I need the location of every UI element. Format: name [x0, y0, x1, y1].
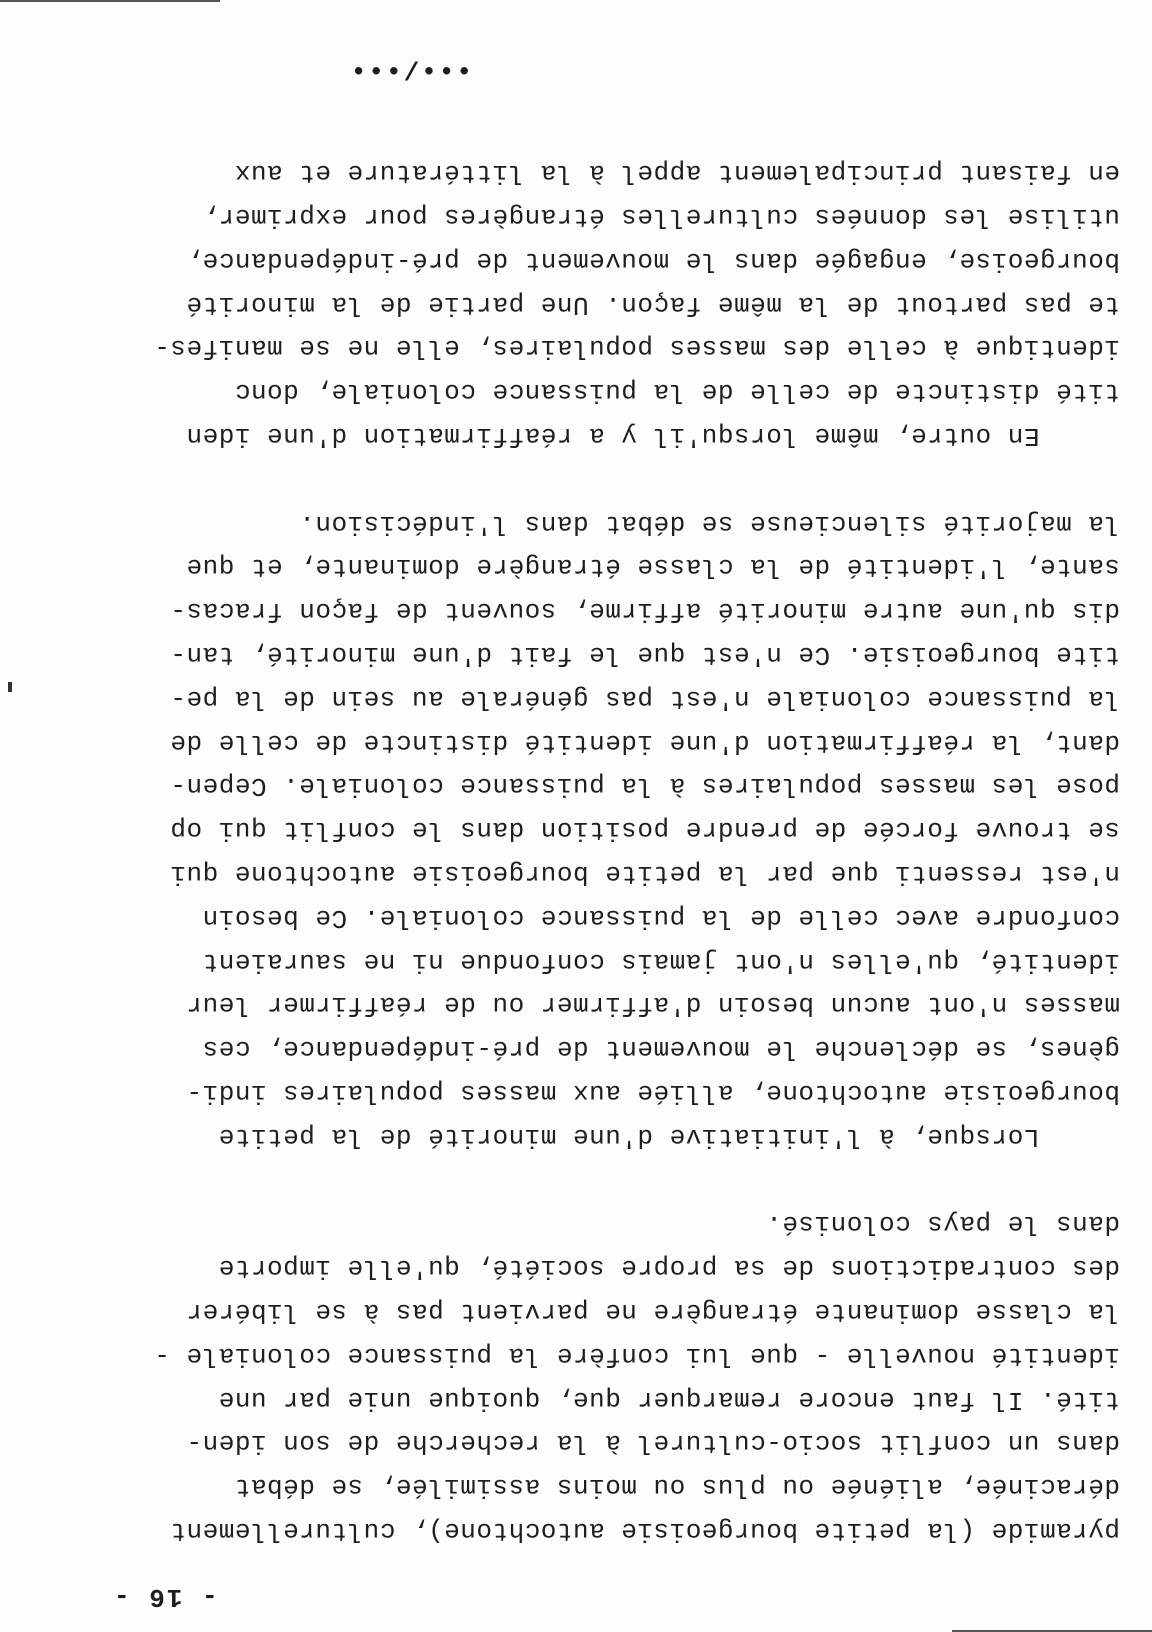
blank-line	[40, 1158, 1120, 1202]
text-line: dans un conflit socio-culturel à la recherche de son iden-	[186, 1428, 1120, 1459]
continuation-mark: •••/•••	[348, 54, 472, 84]
body-text	[40, 151, 1120, 1553]
text-line: se trouve forcée de prendre position dans le conflit qui op	[169, 815, 1120, 846]
text-line: Lorsque, à l'initiative d'une minorité de la petite	[218, 1121, 1120, 1152]
text-line: En outre, même lorsqu'il y a réaffirmation d'une iden	[186, 421, 1120, 452]
text-line: gènes, se déclenche le mouvement de pré-indépendance, ces	[202, 1034, 1120, 1065]
text-line: utilise les données culturelles étrangères pour exprimer,	[202, 202, 1120, 233]
text-line: te pas partout de la même façon. Une partie de la minorité	[186, 289, 1120, 320]
text-line: masses n'ont aucun besoin d'affirmer ou de réaffirmer leur	[186, 990, 1120, 1021]
text-line: la majorité silencieuse se débat dans l'indécision.	[298, 508, 1120, 539]
scan-edge-line	[0, 0, 220, 2]
text-line: pose les masses populaires à la puissance coloniale. Cepen-	[169, 771, 1120, 802]
text-line: confondre avec celle de la puissance coloniale. Ce besoin	[202, 902, 1120, 933]
text-line: bourgeoise, engagée dans le mouvement de pré-indépendance,	[186, 245, 1120, 276]
text-line: identité nouvelle - que lui confère la puissance coloniale -	[153, 1340, 1120, 1371]
text-line: pyramide (la petite bourgeoisie autochtone), culturellement	[169, 1516, 1120, 1546]
text-line: déracinée, aliénée ou plus ou moins assimilée, se débat	[234, 1472, 1120, 1503]
page-number: - 16 -	[112, 1582, 218, 1612]
scan-speck	[8, 682, 12, 692]
text-line: identique à celle des masses populaires, elle ne se manifes-	[153, 333, 1120, 364]
text-line: tité. Il faut encore remarquer que, quoique unie par une	[218, 1384, 1120, 1415]
text-line: dans le pays colonisé.	[765, 1209, 1120, 1240]
text-line: sante, l'identité de la classe étrangère dominante, et que	[186, 552, 1120, 583]
text-line: en faisant principalement appel à la littérature et aux	[234, 158, 1120, 189]
text-line: tite bourgeoisie. Ce n'est que le fait d'une minorité, tan-	[169, 640, 1120, 671]
text-line: dant, la réaffirmation d'une identité distincte de celle de	[169, 727, 1120, 758]
text-line: la puissance coloniale n'est pas générale au sein de la pe-	[169, 683, 1120, 714]
text-line: bourgeoisie autochtone, alliée aux masses populaires indi-	[186, 1078, 1120, 1109]
text-line: n'est ressenti que par la petite bourgeoisie autochtone qui	[169, 859, 1120, 890]
text-line: des contradictions de sa propre société, qu'elle importe	[218, 1253, 1120, 1284]
text-line: tité distincte de celle de la puissance coloniale, donc	[234, 377, 1120, 408]
text-line: identité, qu'elles n'ont jamais confondue ni ne sauraient	[202, 946, 1120, 977]
blank-line	[40, 457, 1120, 501]
text-line: la classe dominante étrangère ne parvient pas à se libérer	[186, 1297, 1120, 1328]
text-line: dis qu'une autre minorité affirme, souvent de façon fracas-	[169, 596, 1120, 627]
